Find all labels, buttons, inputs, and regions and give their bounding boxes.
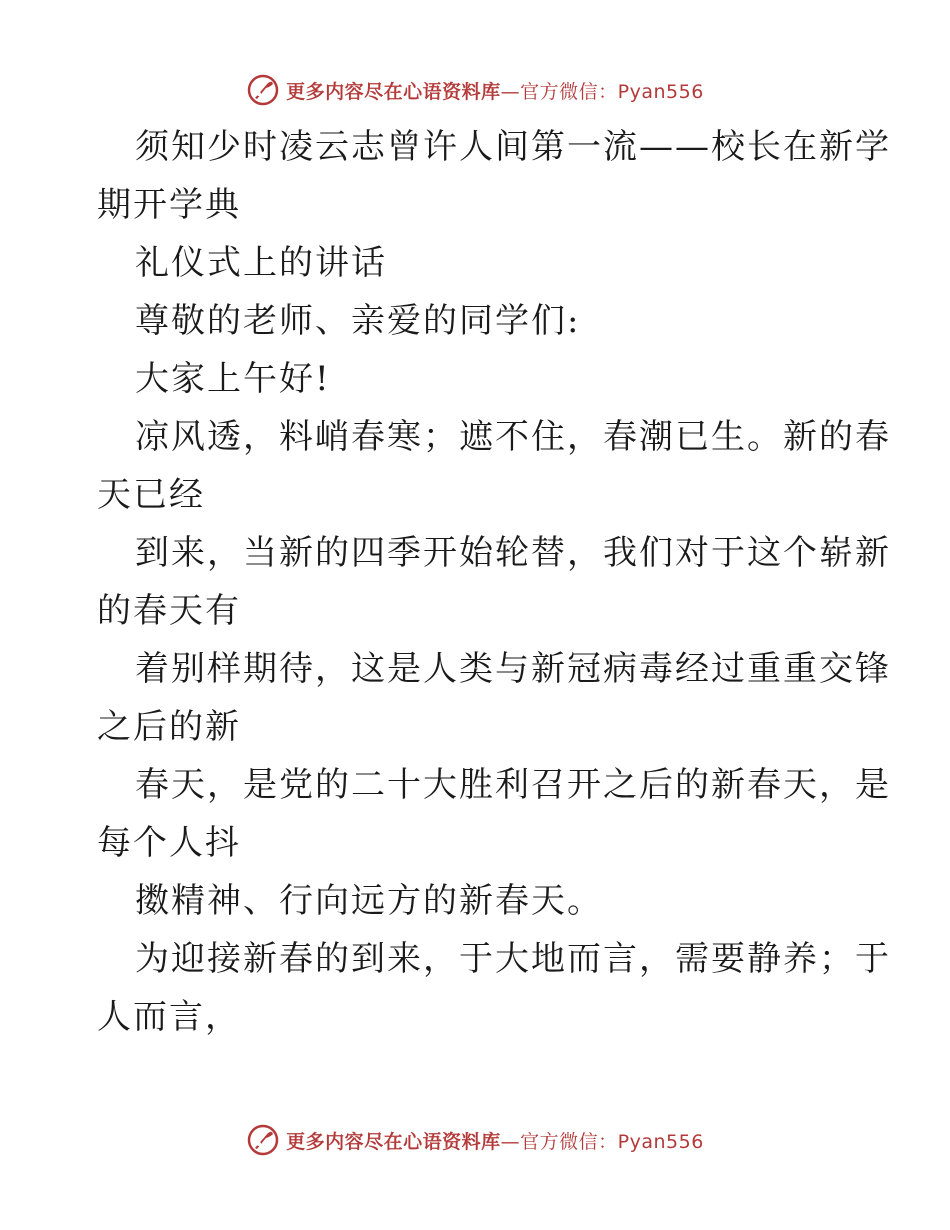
banner-wechat: —官方微信：Pyan556 bbox=[500, 80, 704, 103]
text-line: 尊敬的老师、亲爱的同学们: bbox=[135, 301, 581, 341]
banner-text bbox=[286, 77, 704, 104]
text-line: 的春天有 bbox=[97, 591, 241, 631]
text-line: 人而言， bbox=[97, 997, 241, 1037]
text-line: 到来，当新的四季开始轮替，我们对于这个崭新 bbox=[135, 533, 891, 573]
banner-text bbox=[286, 1127, 704, 1154]
footer-banner bbox=[0, 1120, 950, 1160]
text-line: 之后的新 bbox=[97, 707, 241, 747]
text-line: 擞精神、行向远方的新春天。 bbox=[135, 881, 603, 921]
quill-logo-icon bbox=[246, 73, 280, 107]
text-line: 大家上午好! bbox=[135, 359, 331, 399]
text-line: 须知少时凌云志曾许人间第一流——校长在新学 bbox=[135, 127, 891, 167]
banner-brand: 更多内容尽在心语资料库 bbox=[286, 80, 501, 103]
text-line: 期开学典 bbox=[97, 185, 241, 225]
header-banner bbox=[0, 70, 950, 110]
text-line: 为迎接新春的到来，于大地而言，需要静养；于 bbox=[135, 939, 891, 979]
text-line: 每个人抖 bbox=[97, 823, 241, 863]
document-body bbox=[97, 118, 891, 1046]
text-line: 天已经 bbox=[97, 475, 205, 515]
text-line: 凉风透，料峭春寒；遮不住，春潮已生。新的春 bbox=[135, 417, 891, 457]
banner-wechat: —官方微信：Pyan556 bbox=[500, 1130, 704, 1153]
quill-logo-icon bbox=[246, 1123, 280, 1157]
text-line: 着别样期待，这是人类与新冠病毒经过重重交锋 bbox=[135, 649, 891, 689]
banner-brand: 更多内容尽在心语资料库 bbox=[286, 1130, 501, 1153]
text-line: 春天，是党的二十大胜利召开之后的新春天，是 bbox=[135, 765, 891, 805]
text-line: 礼仪式上的讲话 bbox=[135, 243, 387, 283]
